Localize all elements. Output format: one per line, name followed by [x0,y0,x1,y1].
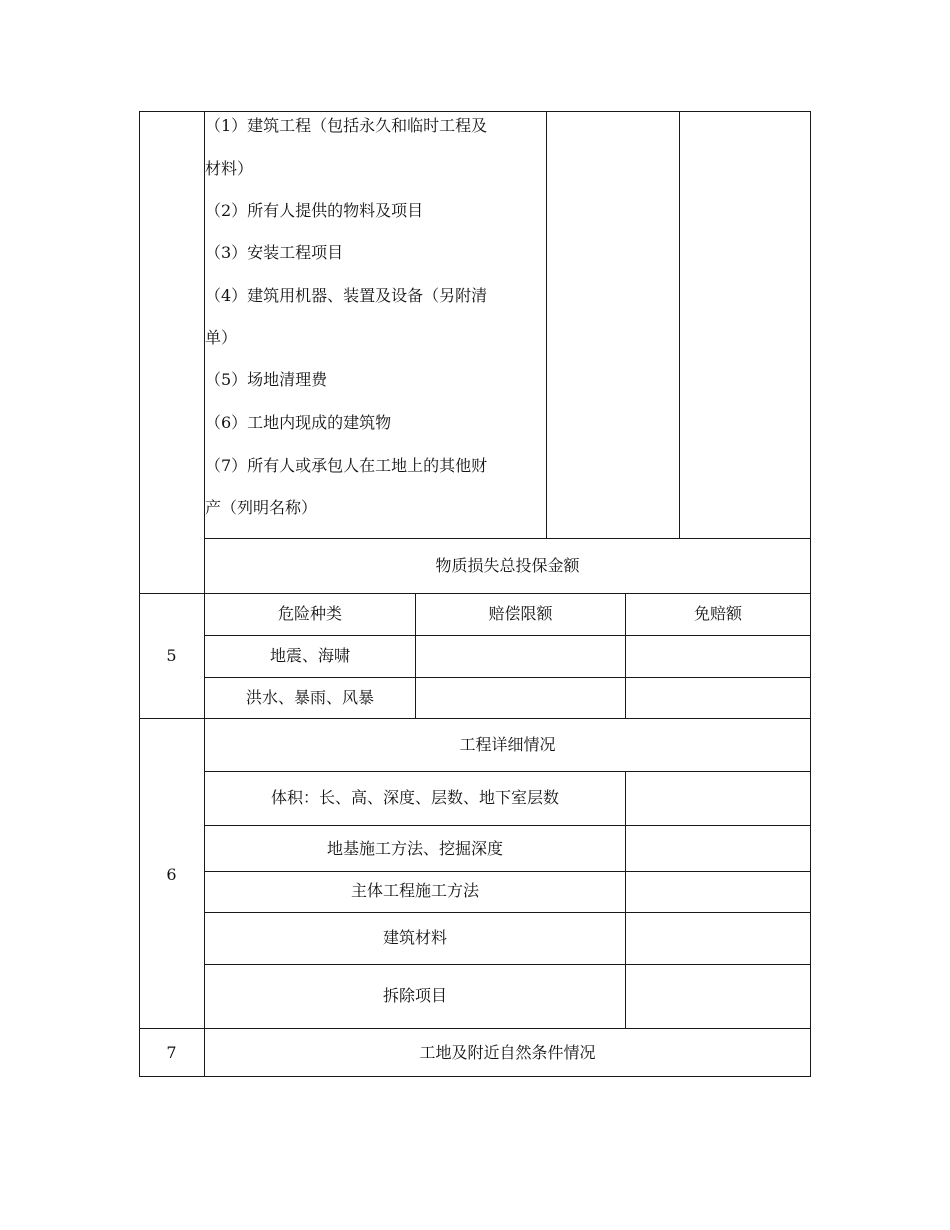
project-detail-label: 建筑材料 [382,928,447,947]
row-divider [204,538,811,539]
insured-item-line: （5）场地清理费 [205,370,328,389]
risk-type-cell: 地震、海啸 [269,646,350,665]
column-divider [546,111,547,538]
row-divider [139,1028,811,1029]
insured-item-line: （6）工地内现成的建筑物 [205,413,392,432]
table-border-right [810,111,811,1077]
section-number: 7 [166,1043,177,1062]
insurance-form-table [139,111,811,1077]
insured-item-line: 材料） [205,159,254,178]
project-details-title: 工程详细情况 [459,735,556,754]
insured-item-line: （7）所有人或承包人在工地上的其他财 [205,456,488,475]
row-divider [139,593,811,594]
row-divider [204,771,811,772]
project-detail-label: 拆除项目 [382,986,447,1005]
section-number: 5 [166,646,177,665]
column-divider [625,771,626,1028]
insured-item-line: （1）建筑工程（包括永久和临时工程及 [205,116,488,135]
header-risk-type: 危险种类 [277,604,342,623]
insured-item-line: 单） [205,328,238,347]
table-border-top [139,111,811,112]
project-detail-label: 主体工程施工方法 [350,881,479,900]
row-divider [139,718,811,719]
total-insured-amount-label: 物质损失总投保金额 [435,556,580,575]
insured-item-line: （3）安装工程项目 [205,243,344,262]
row-divider [204,825,811,826]
project-detail-label: 体积：长、高、深度、层数、地下室层数 [270,788,559,807]
insured-item-line: （2）所有人提供的物料及项目 [205,201,424,220]
header-compensation-limit: 赔偿限额 [488,604,553,623]
table-border-left [139,111,140,1077]
insured-item-line: （4）建筑用机器、装置及设备（另附清 [205,286,488,305]
project-detail-label: 地基施工方法、挖掘深度 [326,839,503,858]
row-divider [204,964,811,965]
section-number: 6 [166,865,177,884]
table-border-bottom [139,1076,811,1077]
row-divider [204,677,811,678]
row-divider [204,912,811,913]
insured-item-line: 产（列明名称） [205,498,318,517]
header-deductible: 免赔额 [693,604,742,623]
risk-type-cell: 洪水、暴雨、风暴 [245,688,374,707]
column-divider [679,111,680,538]
natural-conditions-title: 工地及附近自然条件情况 [419,1043,596,1062]
row-divider [204,871,811,872]
row-divider [204,635,811,636]
